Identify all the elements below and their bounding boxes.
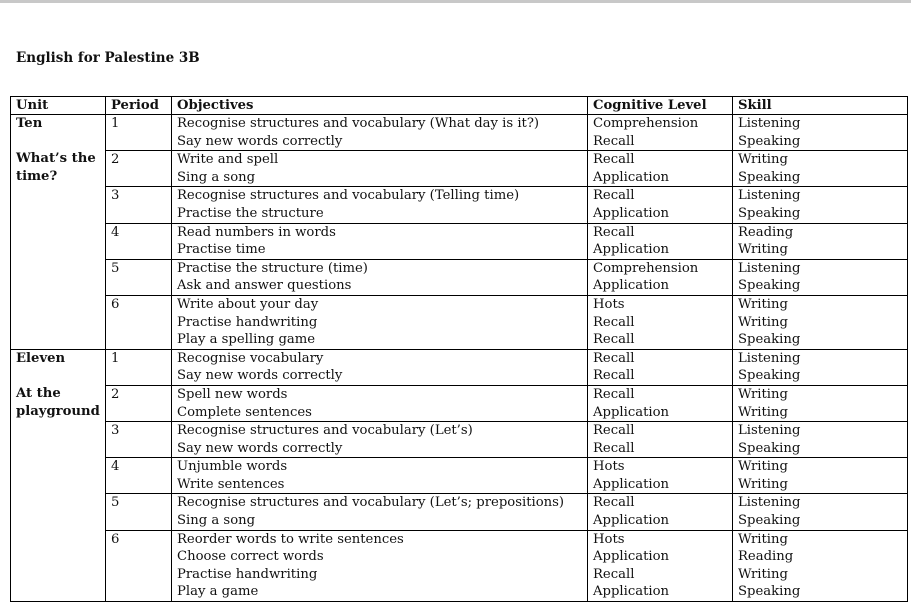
cognitive-level-text: Recall: [593, 332, 635, 348]
cognitive-level-cell: [588, 458, 733, 494]
skill-text: Writing: [738, 566, 788, 582]
objective-text: Ask and answer questions: [177, 278, 352, 294]
header-objectives: Objectives: [172, 97, 588, 115]
cognitive-level-text: Recall: [593, 386, 635, 402]
skill-text: Writing: [738, 459, 788, 475]
objective-text: Read numbers in words: [177, 224, 336, 240]
skill-text: Speaking: [738, 278, 801, 294]
cognitive-level-cell: [588, 115, 733, 151]
objective-text: Sing a song: [177, 169, 256, 185]
skill-text: Reading: [738, 549, 794, 565]
skill-text: Listening: [738, 260, 801, 276]
cognitive-level-text: Application: [593, 513, 670, 529]
cognitive-level-cell: [588, 151, 733, 187]
period-number: 6: [111, 296, 120, 312]
objectives-cell: [172, 115, 588, 151]
cognitive-level-text: Application: [593, 169, 670, 185]
period-cell: [106, 385, 172, 421]
objective-text: Recognise vocabulary: [177, 350, 324, 366]
skill-text: Speaking: [738, 332, 801, 348]
objectives-cell: [172, 494, 588, 530]
cognitive-level-text: Recall: [593, 133, 635, 149]
skill-cell: [733, 151, 908, 187]
objective-text: Write about your day: [177, 296, 319, 312]
cognitive-level-cell: [588, 295, 733, 349]
skill-text: Writing: [738, 314, 788, 330]
period-cell: [106, 458, 172, 494]
header-row: [11, 97, 908, 115]
objective-text: Recognise structures and vocabulary (Telling time): [177, 188, 520, 204]
period-cell: [106, 349, 172, 385]
period-cell: [106, 295, 172, 349]
header-cognitive-level: Cognitive Level: [588, 97, 733, 115]
cognitive-level-text: Application: [593, 205, 670, 221]
skill-text: Listening: [738, 423, 801, 439]
objective-text: Sing a song: [177, 513, 256, 529]
cognitive-level-text: Recall: [593, 423, 635, 439]
table-row: [11, 259, 908, 295]
period-cell: [106, 151, 172, 187]
table-row: [11, 187, 908, 223]
objective-text: Say new words correctly: [177, 133, 343, 149]
cognitive-level-text: Recall: [593, 440, 635, 456]
table-row: [11, 349, 908, 385]
skill-cell: [733, 349, 908, 385]
objectives-cell: [172, 422, 588, 458]
table-row: [11, 115, 908, 151]
cognitive-level-text: Recall: [593, 495, 635, 511]
cognitive-level-text: Application: [593, 476, 670, 492]
skill-cell: [733, 458, 908, 494]
table-row: [11, 530, 908, 601]
cognitive-level-cell: [588, 530, 733, 601]
top-border: [0, 0, 911, 3]
cognitive-level-text: Comprehension: [593, 116, 699, 131]
objective-text: Recognise structures and vocabulary (What day is it?): [177, 116, 540, 131]
skill-cell: [733, 187, 908, 223]
skill-text: Speaking: [738, 205, 801, 221]
table-row: [11, 223, 908, 259]
objective-text: Play a spelling game: [177, 332, 316, 348]
header-skill: Skill: [733, 97, 908, 115]
unit-cell: [11, 115, 106, 350]
skill-text: Writing: [738, 296, 788, 312]
objectives-cell: [172, 151, 588, 187]
period-number: 5: [111, 260, 120, 276]
period-cell: [106, 422, 172, 458]
unit-title: What’s the time?: [16, 151, 96, 184]
period-number: 5: [111, 495, 120, 511]
objective-text: Write and spell: [177, 152, 279, 168]
objective-text: Say new words correctly: [177, 368, 343, 384]
cognitive-level-text: Recall: [593, 566, 635, 582]
header-period: Period: [106, 97, 172, 115]
objective-text: Play a game: [177, 584, 259, 600]
skill-cell: [733, 259, 908, 295]
period-number: 3: [111, 188, 120, 204]
objectives-cell: [172, 295, 588, 349]
unit-cell: [11, 349, 106, 601]
period-cell: [106, 259, 172, 295]
table-row: [11, 458, 908, 494]
period-cell: [106, 530, 172, 601]
period-number: 1: [111, 350, 120, 366]
skill-text: Listening: [738, 495, 801, 511]
skill-text: Reading: [738, 224, 794, 240]
cognitive-level-text: Recall: [593, 188, 635, 204]
document-title: English for Palestine 3B: [16, 50, 200, 66]
objective-text: Complete sentences: [177, 404, 312, 420]
header-unit: Unit: [11, 97, 106, 115]
cognitive-level-text: Recall: [593, 314, 635, 330]
skill-text: Writing: [738, 531, 788, 547]
cognitive-level-text: Recall: [593, 368, 635, 384]
skill-text: Writing: [738, 152, 788, 168]
skill-text: Writing: [738, 476, 788, 492]
cognitive-level-text: Comprehension: [593, 260, 699, 276]
objective-text: Reorder words to write sentences: [177, 531, 404, 547]
cognitive-level-text: Hots: [593, 459, 625, 475]
skill-text: Speaking: [738, 584, 801, 600]
cognitive-level-text: Recall: [593, 350, 635, 366]
table-row: [11, 494, 908, 530]
objectives-cell: [172, 187, 588, 223]
skill-cell: [733, 494, 908, 530]
skill-text: Listening: [738, 188, 801, 204]
objective-text: Practise the structure: [177, 205, 324, 221]
cognitive-level-text: Hots: [593, 296, 625, 312]
cognitive-level-cell: [588, 349, 733, 385]
cognitive-level-cell: [588, 385, 733, 421]
cognitive-level-text: Recall: [593, 152, 635, 168]
objective-text: Practise handwriting: [177, 314, 318, 330]
unit-title: At the playground: [16, 385, 100, 419]
period-cell: [106, 115, 172, 151]
cognitive-level-text: Hots: [593, 531, 625, 547]
objectives-cell: [172, 259, 588, 295]
skill-text: Speaking: [738, 169, 801, 185]
unit-spacer: [16, 367, 105, 385]
cognitive-level-cell: [588, 494, 733, 530]
skill-text: Listening: [738, 350, 801, 366]
period-number: 6: [111, 531, 120, 547]
skill-text: Writing: [738, 404, 788, 420]
cognitive-level-text: Application: [593, 584, 670, 600]
period-number: 1: [111, 116, 120, 131]
skill-cell: [733, 422, 908, 458]
cognitive-level-text: Application: [593, 242, 670, 258]
objective-text: Practise the structure (time): [177, 260, 368, 276]
skill-text: Speaking: [738, 368, 801, 384]
objective-text: Recognise structures and vocabulary (Let’s): [177, 423, 473, 439]
cognitive-level-cell: [588, 259, 733, 295]
table-row: [11, 385, 908, 421]
cognitive-level-cell: [588, 187, 733, 223]
cognitive-level-cell: [588, 223, 733, 259]
skill-cell: [733, 115, 908, 151]
period-number: 4: [111, 224, 120, 240]
objective-text: Practise handwriting: [177, 566, 318, 582]
lesson-plan-table: [10, 96, 908, 602]
cognitive-level-cell: [588, 422, 733, 458]
period-cell: [106, 494, 172, 530]
objective-text: Write sentences: [177, 476, 285, 492]
table-body: [11, 115, 908, 602]
period-number: 3: [111, 423, 120, 439]
skill-text: Speaking: [738, 133, 801, 149]
unit-spacer: [16, 133, 105, 151]
table-row: [11, 422, 908, 458]
skill-text: Writing: [738, 386, 788, 402]
objective-text: Choose correct words: [177, 549, 324, 565]
skill-cell: [733, 530, 908, 601]
cognitive-level-text: Recall: [593, 224, 635, 240]
period-number: 4: [111, 459, 120, 475]
objective-text: Practise time: [177, 242, 266, 258]
period-cell: [106, 187, 172, 223]
objectives-cell: [172, 349, 588, 385]
objectives-cell: [172, 458, 588, 494]
skill-cell: [733, 223, 908, 259]
table-row: [11, 295, 908, 349]
objective-text: Recognise structures and vocabulary (Let’s; prepositions): [177, 495, 565, 511]
objective-text: Say new words correctly: [177, 440, 343, 456]
skill-text: Listening: [738, 116, 801, 131]
period-number: 2: [111, 386, 120, 402]
objectives-cell: [172, 223, 588, 259]
skill-text: Speaking: [738, 440, 801, 456]
period-cell: [106, 223, 172, 259]
unit-name: Eleven: [16, 350, 66, 366]
skill-text: Speaking: [738, 513, 801, 529]
objective-text: Spell new words: [177, 386, 288, 402]
objective-text: Unjumble words: [177, 459, 288, 475]
table-row: [11, 151, 908, 187]
cognitive-level-text: Application: [593, 404, 670, 420]
cognitive-level-text: Application: [593, 549, 670, 565]
skill-cell: [733, 385, 908, 421]
skill-cell: [733, 295, 908, 349]
cognitive-level-text: Application: [593, 278, 670, 294]
skill-text: Writing: [738, 242, 788, 258]
objectives-cell: [172, 385, 588, 421]
unit-name: Ten: [16, 116, 43, 131]
objectives-cell: [172, 530, 588, 601]
period-number: 2: [111, 152, 120, 168]
